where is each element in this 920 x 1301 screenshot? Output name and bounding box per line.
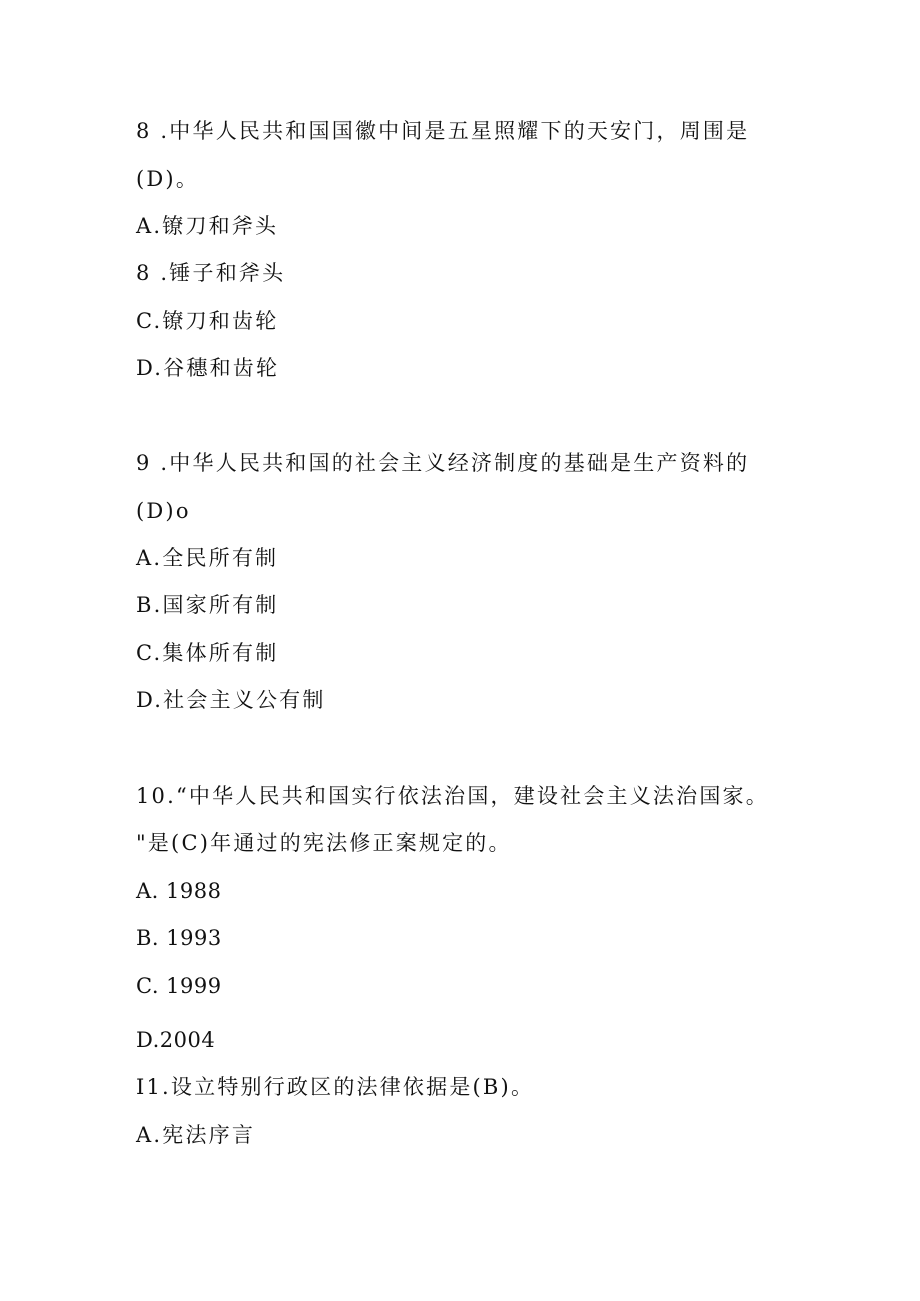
- q9-option-a: A.全民所有制: [136, 546, 279, 570]
- q9-option-b: B.国家所有制: [136, 593, 279, 617]
- q8-option-c: C.镣刀和齿轮: [136, 309, 279, 333]
- q10-stem-line1: 10.“中华人民共和国实行依法治国，建设社会主义法治国家。: [136, 784, 769, 808]
- q9-stem-line1: 9 .中华人民共和国的社会主义经济制度的基础是生产资料的: [136, 451, 750, 475]
- q8-option-a: A.镣刀和斧头: [136, 214, 279, 238]
- q10-option-c: C. 1999: [136, 974, 222, 998]
- q10-option-b: B. 1993: [136, 926, 222, 950]
- q10-option-a: A. 1988: [136, 879, 222, 903]
- q9-option-c: C.集体所有制: [136, 641, 279, 665]
- q9-stem-line2: (D)o: [136, 499, 191, 523]
- q8-option-b: 8 .锤子和斧头: [136, 261, 286, 285]
- q10-option-d: D.2004: [136, 1028, 216, 1052]
- q9-option-d: D.社会主义公有制: [136, 688, 326, 712]
- q11-option-a: A.宪法序言: [136, 1123, 256, 1147]
- q8-option-d: D.谷穗和齿轮: [136, 356, 280, 380]
- q8-stem-line1: 8 .中华人民共和国国徽中间是五星照耀下的天安门，周围是: [136, 119, 750, 143]
- q8-stem-line2: (D)。: [136, 167, 200, 191]
- q11-stem-line1: I1.设立特别行政区的法律依据是(B)。: [136, 1075, 535, 1099]
- q10-stem-line2: "是(C)年通过的宪法修正案规定的。: [136, 831, 512, 855]
